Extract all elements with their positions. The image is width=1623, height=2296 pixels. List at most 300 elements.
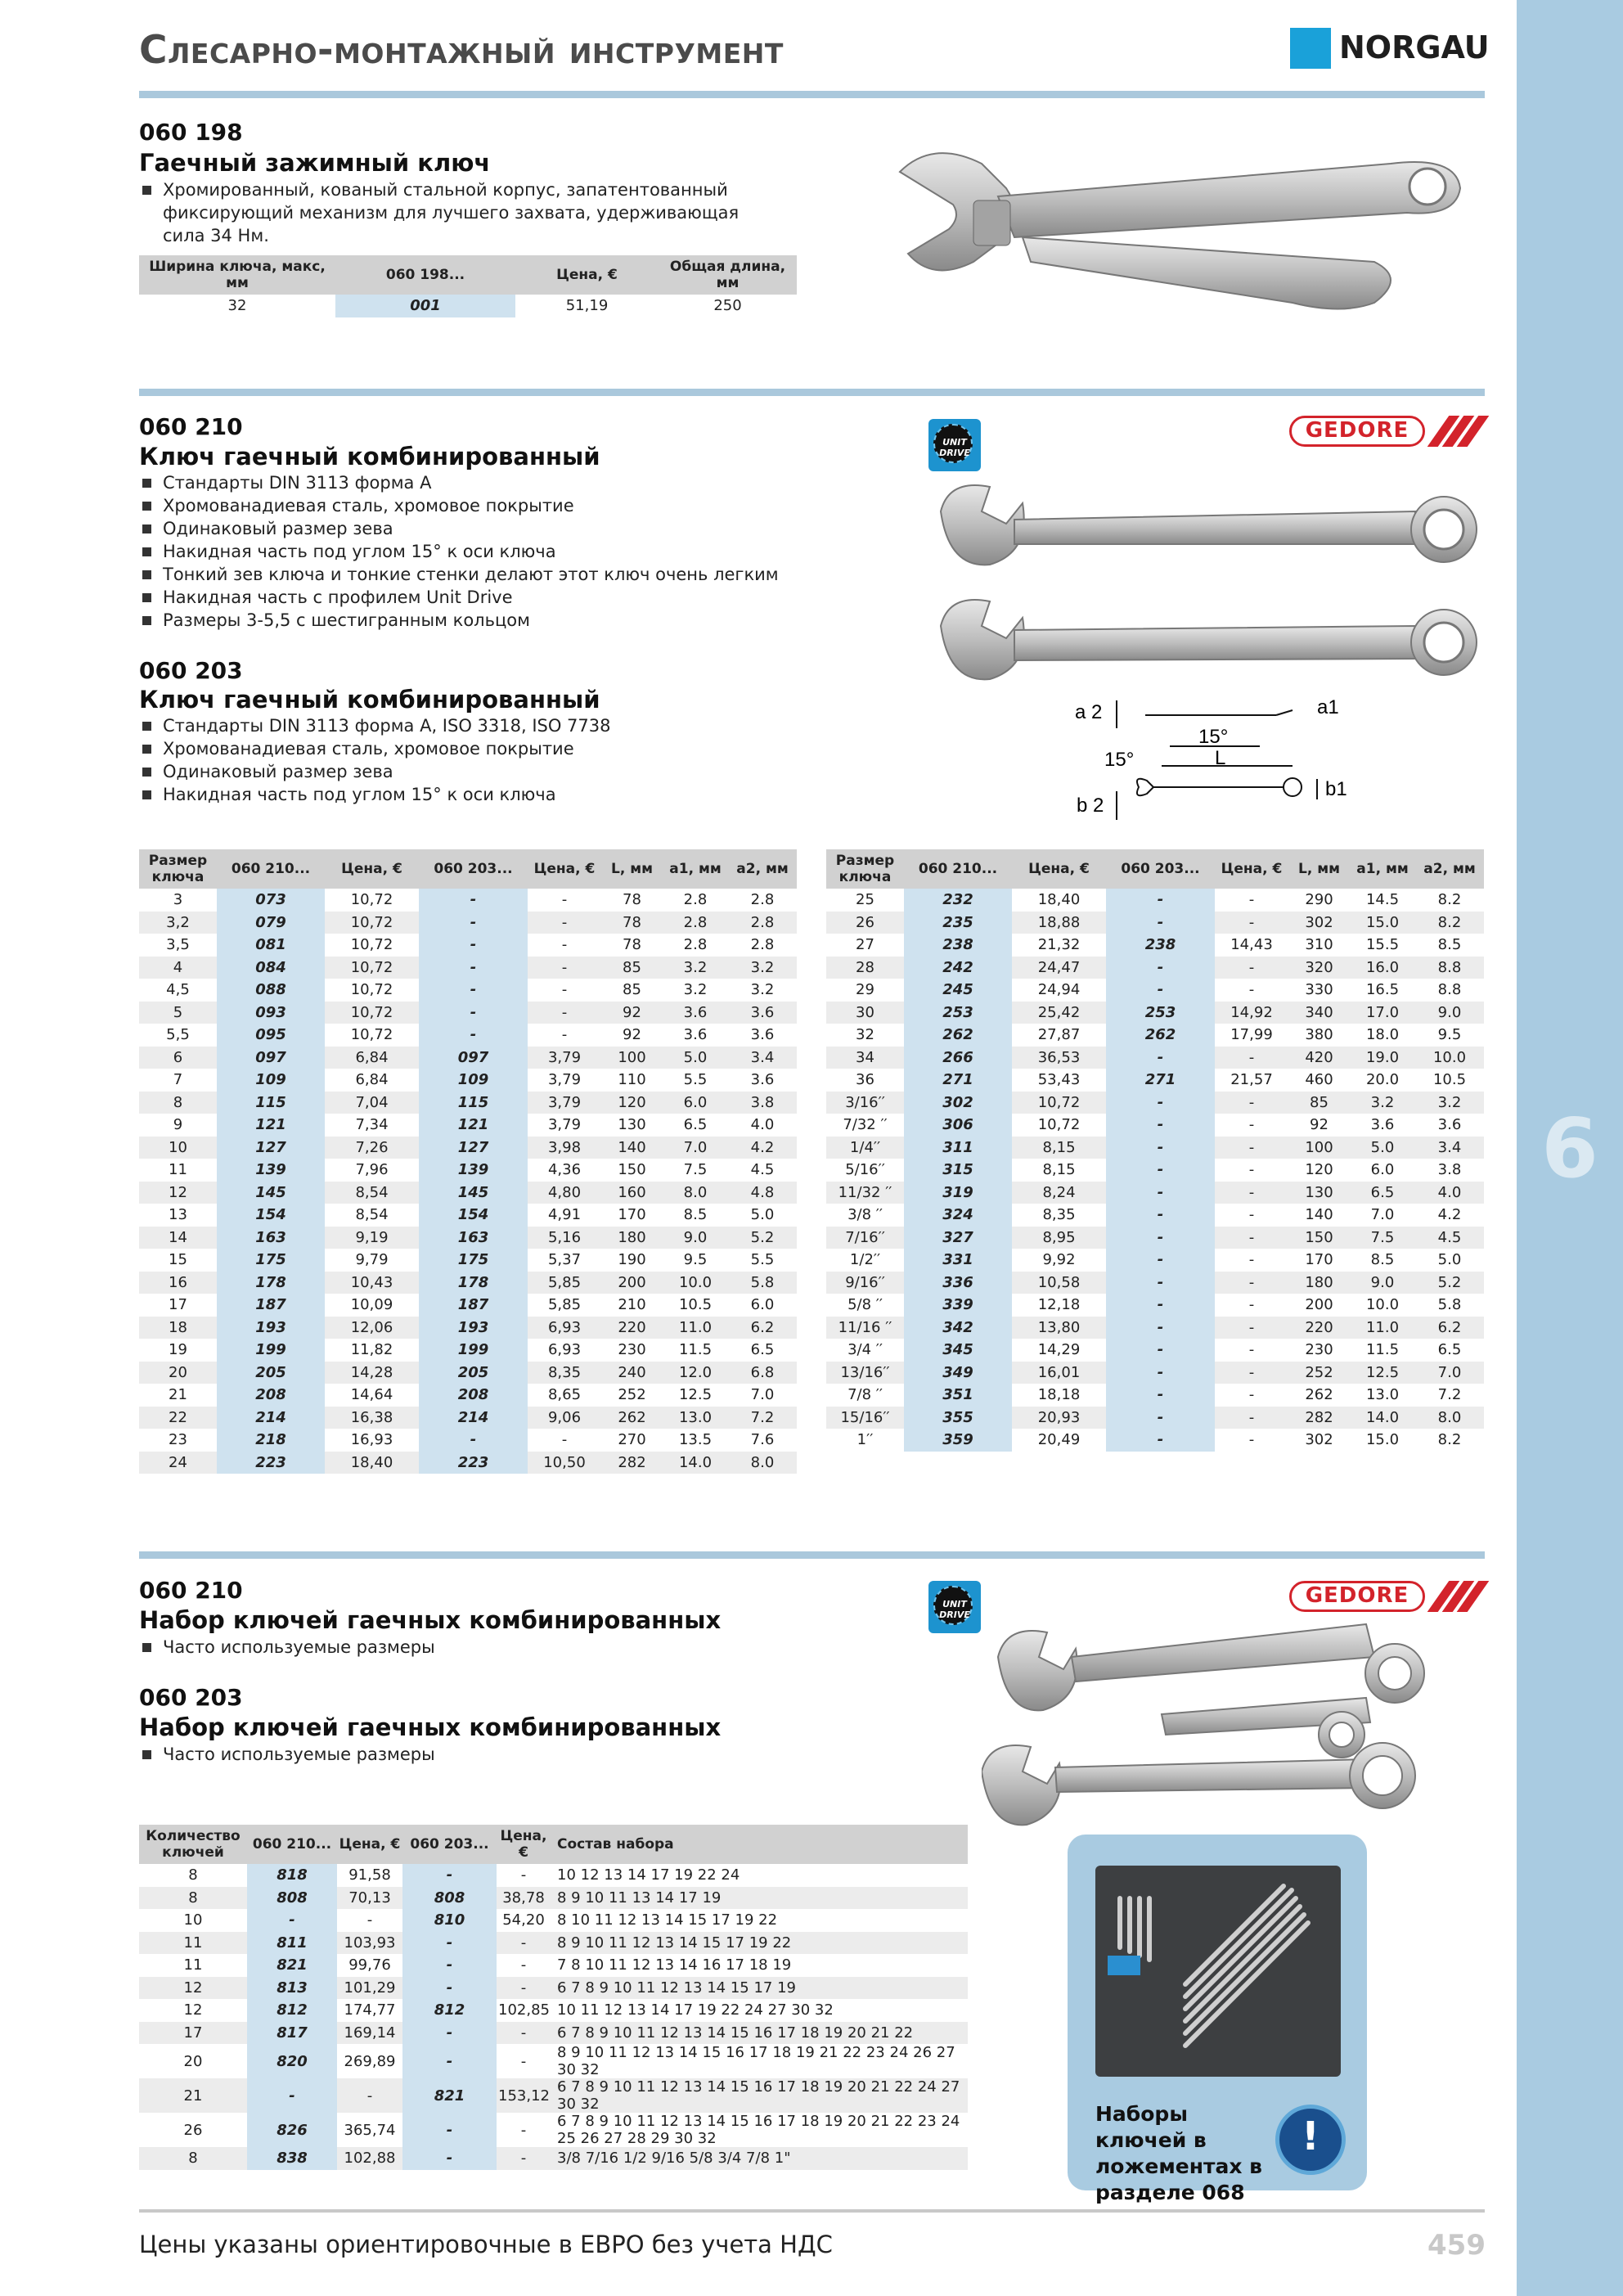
table-cell: 14.0 [1350,1407,1415,1429]
table-row [139,1887,968,1910]
table-cell: 230 [1305,1341,1333,1359]
table-header-cell: Общая длина, мм [659,255,797,295]
table-cell: 6 7 8 9 10 11 12 13 14 15 16 17 18 19 20 21 22 [551,2022,968,2045]
table-cell: 8,65 [547,1386,582,1404]
table-header-cell: Цена, € [325,849,419,889]
table-cell: 11 [139,1932,247,1955]
table-cell: 32 [856,1026,874,1044]
table-row [826,1362,1484,1384]
table-cell: 331 [904,1249,1012,1272]
exclamation-icon: ! [1275,2105,1346,2175]
table-cell: - [419,1024,528,1047]
section2-title2: Ключ гаечный комбинированный [139,686,600,714]
table-header-cell: Размер ключа [139,849,217,889]
table-cell: - [402,2147,497,2170]
table-cell: 14.5 [1365,891,1400,909]
table-cell: 7.5 [1350,1227,1415,1249]
table-row [139,1932,968,1955]
table-header-cell: 060 210... [904,849,1012,889]
table-cell: 180 [601,1227,663,1249]
table-cell: 253 [1106,1002,1215,1024]
table-cell: 3.2 [728,957,797,979]
table-cell: 6.5 [750,1341,775,1359]
table-cell: 3.6 [1370,1116,1395,1134]
table-cell: - [1106,912,1215,934]
table-row [139,2078,968,2113]
table-cell: 4.5 [750,1161,775,1179]
feature-item: Часто используемые размеры [141,1636,795,1659]
table-cell: 25 [856,891,874,909]
table-cell: 8 9 10 11 12 13 14 15 16 17 18 19 21 22 23 24 26 27 30 32 [557,2044,955,2078]
table-cell: 838 [247,2147,337,2170]
table-cell: 11.5 [1365,1341,1400,1359]
table-cell: 20 [183,2052,203,2070]
table-header-cell: a1, мм [1350,849,1415,889]
table-cell: 12 [183,2001,203,2019]
table-row [826,1002,1484,1024]
table-cell: 9/16′′ [826,1272,904,1294]
table-cell: 170 [618,1206,646,1224]
table-cell: - [402,1864,497,1887]
table-header-cell: Цена, € [1012,849,1106,889]
table-cell: 14,43 [1230,936,1273,954]
table-row [826,957,1484,979]
table-cell: - [497,2147,551,2170]
table-cell: 3.8 [728,1092,797,1114]
table-cell: 5.5 [750,1251,775,1269]
table-cell: - [419,979,528,1002]
table-cell: 8.5 [683,1206,708,1224]
table-cell: 8 [139,1092,217,1114]
table-cell: 6.5 [683,1116,708,1134]
table-cell: 92 [601,1002,663,1024]
table-cell: 174,77 [344,2001,396,2019]
table-cell: 78 [601,912,663,934]
table-row [139,1227,797,1249]
table-row [139,957,797,979]
table-cell: 10.0 [1365,1296,1400,1314]
table-cell: 3.8 [1437,1161,1462,1179]
table-cell: 3,79 [528,1092,601,1114]
feature-item: Одинаковый размер зева [141,760,795,783]
table-cell: 10,72 [350,981,393,999]
table-cell: - [402,1932,497,1955]
table-row [826,979,1484,1002]
table-cell: 3,98 [528,1137,601,1159]
table-cell: 10,58 [1012,1272,1106,1294]
table-cell: - [419,1002,528,1024]
table-cell: 5.2 [728,1227,797,1249]
table-cell: 3.2 [1415,1092,1484,1114]
table-cell: 9,92 [1042,1251,1076,1269]
feature-item: Накидная часть под углом 15° к оси ключа [141,783,795,806]
table-cell: 351 [904,1384,1012,1407]
table-cell: 355 [904,1407,1012,1429]
table-cell: 3.6 [663,1002,728,1024]
table-cell: 9.5 [1437,1026,1462,1044]
table-cell: 10 [139,1137,217,1159]
table-cell: 342 [904,1317,1012,1339]
table-cell: 245 [904,979,1012,1002]
feature-item: Хромованадиевая сталь, хромовое покрытие [141,737,795,760]
table-cell: - [520,2121,527,2139]
table-cell: 115 [419,1092,528,1114]
table-cell: 154 [217,1204,325,1227]
table-cell: - [1106,1317,1215,1339]
table-cell: 21,32 [1037,936,1081,954]
table-cell: 5,16 [528,1227,601,1249]
table-cell: 8.5 [1370,1251,1395,1269]
table-cell: 218 [217,1429,325,1452]
table-cell: 8,24 [1012,1182,1106,1204]
table-cell: 120 [1305,1161,1333,1179]
table-cell: - [1215,1362,1288,1384]
table-cell: 6 7 8 9 10 11 12 13 14 15 16 17 18 19 20 21 22 24 27 30 32 [551,2078,968,2113]
section3-table [139,1825,968,2170]
table-row [826,1137,1484,1159]
table-row [139,1002,797,1024]
table-cell: 10,72 [1037,1116,1081,1134]
table-row [139,2113,968,2147]
table-cell: 27 [856,936,874,954]
table-cell: 238 [904,934,1012,957]
table-row [139,2147,968,2170]
table-header-cell: 060 198... [335,255,515,295]
table-cell: - [528,912,601,934]
table-cell: 21 [139,2078,247,2113]
table-cell: 11/16 ′′ [826,1317,904,1339]
table-header-cell: Цена, € [1215,849,1288,889]
table-cell: 70,13 [337,1887,402,1910]
table-cell: 109 [419,1069,528,1092]
table-cell: - [419,934,528,957]
section2-features2 [141,714,795,806]
table-cell: 180 [1288,1272,1350,1294]
table-cell: 18.0 [1365,1026,1400,1044]
header-rule [139,91,1485,98]
feature-item: Одинаковый размер зева [141,517,795,540]
table-cell: 306 [904,1114,1012,1137]
feature-item: Тонкий зев ключа и тонкие стенки делают этот ключ очень легким [141,563,795,586]
table-cell: - [1106,1227,1215,1249]
table-cell: 12.5 [678,1386,713,1404]
diagram-label-a1: a1 [1317,696,1339,718]
table-cell: 8 9 10 11 12 13 14 15 17 19 22 [551,1932,968,1955]
table-row [139,1092,797,1114]
table-cell: - [1106,1159,1215,1182]
table-row [826,912,1484,934]
table-cell: - [1106,957,1215,979]
table-cell: 10,72 [325,912,419,934]
table-cell: 7.5 [683,1161,708,1179]
table-cell: 4.2 [1437,1206,1462,1224]
table-cell: - [1106,979,1215,1002]
table-row [139,979,797,1002]
table-cell: 121 [217,1114,325,1137]
table-cell: 095 [217,1024,325,1047]
table-cell: - [247,1909,337,1932]
table-cell: 5.0 [663,1047,728,1069]
table-cell: 145 [419,1182,528,1204]
table-cell: 5,37 [547,1251,582,1269]
table-cell: 808 [402,1887,497,1910]
table-cell: 12 [139,1977,247,2000]
table-cell: - [1106,1362,1215,1384]
table-row [139,912,797,934]
table-cell: 7.2 [728,1407,797,1429]
table-cell: - [1248,1431,1255,1449]
table-row [139,1977,968,2000]
table-cell: 16,93 [350,1431,393,1449]
table-cell: - [1248,1386,1255,1404]
table-row [139,1452,797,1474]
table-cell: 3/16′′ [826,1092,904,1114]
table-cell: 365,74 [344,2121,396,2139]
table-cell: - [419,889,528,912]
table-cell: 170 [1305,1251,1333,1269]
table-row [139,1384,797,1407]
section-rule-1 [139,389,1485,396]
section3-title: Набор ключей гаечных комбинированных [139,1606,722,1634]
table-cell: - [1248,981,1255,999]
table-cell: 10.0 [1415,1047,1484,1069]
table-row [139,1249,797,1272]
table-row [139,1204,797,1227]
table-cell: 6 7 8 9 10 11 12 13 14 15 16 17 18 19 20 21 22 23 24 25 26 27 28 29 30 32 [557,2113,960,2147]
wrench-dimension-diagram [1072,689,1366,828]
table-cell: 200 [601,1272,663,1294]
table-cell: - [1215,1227,1288,1249]
table-row [826,1407,1484,1429]
table-cell: 7/16′′ [826,1227,904,1249]
table-cell: 084 [217,957,325,979]
table-cell: 92 [1310,1116,1329,1134]
table-cell: 262 [1106,1024,1215,1047]
table-cell: 127 [217,1137,325,1159]
table-cell: 4.8 [728,1182,797,1204]
table-cell: 175 [217,1249,325,1272]
table-cell: 12.0 [663,1362,728,1384]
table-cell: 808 [247,1887,337,1910]
table-cell: 5.0 [1350,1137,1415,1159]
section2-table-right [826,849,1484,1452]
section2-code: 060 210 [139,413,243,440]
table-cell: 3/8 ′′ [847,1206,883,1224]
diagram-label-angle1: 15° [1198,726,1229,748]
table-cell: 3.6 [750,1026,775,1044]
table-row [826,1047,1484,1069]
table-cell: 8.2 [1437,1431,1462,1449]
table-row [826,1429,1484,1452]
gedore-logo: GEDORE [1289,416,1486,447]
table-cell: 16.0 [1350,957,1415,979]
table-cell: 088 [217,979,325,1002]
table-cell: 11,82 [350,1341,393,1359]
table-cell: 9,79 [355,1251,389,1269]
table-cell: 187 [217,1294,325,1317]
feature-item: Хромированный, кованый стальной корпус, запатентованный фиксирующий механизм для лучшего захвата, удерживающая сила 34 Нм. [141,178,762,247]
table-cell: 3.2 [750,981,775,999]
table-cell: 812 [247,1999,337,2022]
table-cell: 120 [601,1092,663,1114]
table-row [139,1339,797,1362]
table-row [139,934,797,957]
table-cell: 2.8 [750,936,775,954]
table-cell: 811 [247,1932,337,1955]
table-cell: 460 [1305,1071,1333,1089]
table-header-cell: 060 210... [217,849,325,889]
table-cell: 821 [247,1954,337,1977]
wrench-tray-image [1095,1866,1341,2077]
table-cell: 200 [1305,1296,1333,1314]
table-cell: 101,29 [337,1977,402,2000]
table-row [826,1249,1484,1272]
table-cell: 6.0 [1370,1161,1395,1179]
table-row [139,1137,797,1159]
table-cell: 1/4′′ [826,1137,904,1159]
table-cell: 17,99 [1230,1026,1273,1044]
table-cell: 3,79 [528,1047,601,1069]
table-row [139,1407,797,1429]
table-cell: 8 [188,1866,198,1884]
table-cell: 220 [601,1317,663,1339]
table-cell: 7,96 [355,1161,389,1179]
table-cell: 4,36 [547,1161,582,1179]
table-cell: 85 [601,957,663,979]
table-cell: - [1248,1161,1255,1179]
table-cell: 3.2 [683,981,708,999]
table-row [139,295,797,317]
table-cell: 252 [618,1386,646,1404]
table-cell: 17 [139,2022,247,2045]
table-cell: 19.0 [1350,1047,1415,1069]
table-row [826,1272,1484,1294]
table-cell: 139 [217,1159,325,1182]
section1-features [141,178,762,247]
section2-title: Ключ гаечный комбинированный [139,443,600,470]
table-cell: 269,89 [344,2052,396,2070]
table-cell: - [366,1911,373,1929]
table-cell: - [1106,1114,1215,1137]
table-cell: - [402,1977,497,2000]
table-row [826,1159,1484,1182]
page-title: Слесарно-монтажный инструмент [139,28,784,73]
table-cell: 311 [904,1137,1012,1159]
table-cell: 9.0 [663,1227,728,1249]
diagram-label-b1: b1 [1325,778,1347,800]
table-cell: 9.5 [683,1251,708,1269]
table-cell: 8,35 [1042,1206,1076,1224]
table-cell: 253 [904,1002,1012,1024]
table-cell: 8 10 11 12 13 14 15 17 19 22 [557,1911,778,1929]
table-cell: 21 [169,1386,187,1404]
table-cell: 097 [217,1047,325,1069]
table-cell: 12,06 [325,1317,419,1339]
table-cell: 7.0 [663,1137,728,1159]
table-cell: 18,40 [325,1452,419,1474]
table-cell: 14,28 [325,1362,419,1384]
table-cell: 9.0 [1415,1002,1484,1024]
table-cell: 190 [618,1251,646,1269]
table-cell: 24,47 [1012,957,1106,979]
table-cell: 210 [618,1296,646,1314]
table-cell: 20,93 [1012,1407,1106,1429]
table-cell: 85 [1288,1092,1350,1114]
table-cell: 12,18 [1037,1296,1081,1314]
table-cell: 252 [1288,1362,1350,1384]
table-cell: 163 [217,1227,325,1249]
table-cell: 85 [623,981,641,999]
table-cell: 9,06 [528,1407,601,1429]
chapter-number: 6 [1541,1101,1598,1196]
footer-rule [139,2209,1485,2213]
table-row [139,889,797,912]
table-cell: - [1106,1429,1215,1452]
table-cell: 214 [217,1407,325,1429]
feature-item: Размеры 3-5,5 с шестигранным кольцом [141,609,795,632]
table-cell: 8,35 [528,1362,601,1384]
table-cell: 10,72 [1012,1092,1106,1114]
feature-item: Хромованадиевая сталь, хромовое покрытие [141,494,795,517]
table-cell: 18,18 [1037,1386,1081,1404]
table-cell: 140 [1305,1206,1333,1224]
table-cell: - [561,1026,568,1044]
table-cell: 8,15 [1012,1137,1106,1159]
table-cell: 14,29 [1037,1341,1081,1359]
table-cell: - [1215,1407,1288,1429]
table-cell: 14,92 [1215,1002,1288,1024]
unit-drive-badge-2: UNIT DRIVE [928,1581,981,1633]
table-cell: 4,91 [547,1206,582,1224]
table-cell: 11 [183,1956,203,1974]
table-cell: - [1215,957,1288,979]
feature-item: Часто используемые размеры [141,1743,795,1766]
table-cell: 2.8 [683,891,708,909]
table-cell: - [561,1431,568,1449]
table-cell: 34 [826,1047,904,1069]
table-cell: 10 11 12 13 14 17 19 22 24 27 30 32 [557,2001,834,2019]
table-cell: 8 9 10 11 13 14 17 19 [551,1887,968,1910]
table-cell: 6.2 [1415,1317,1484,1339]
adjustable-locking-wrench-image [883,139,1472,327]
table-cell: 26 [183,2121,203,2139]
table-cell: 20,49 [1037,1431,1081,1449]
table-cell: - [1106,1182,1215,1204]
table-cell: 242 [904,957,1012,979]
table-row [139,1047,797,1069]
table-cell: 13.0 [663,1407,728,1429]
table-cell: 6,93 [547,1341,582,1359]
table-cell: - [1106,1092,1215,1114]
table-cell: - [1106,1204,1215,1227]
table-cell: 13 [169,1206,187,1224]
table-cell: - [528,1002,601,1024]
table-cell: - [1106,1339,1215,1362]
table-cell: 220 [1288,1317,1350,1339]
table-cell: 2.8 [663,912,728,934]
table-cell: - [1106,1249,1215,1272]
table-cell: 6.0 [663,1092,728,1114]
table-cell: 5,5 [166,1026,190,1044]
page-number: 459 [1427,2229,1486,2262]
table-cell: - [1215,1092,1288,1114]
table-cell: 7.6 [750,1431,775,1449]
table-cell: - [497,1977,551,2000]
table-cell: 7,26 [325,1137,419,1159]
section3-code2: 060 203 [139,1684,243,1711]
table-header-cell: Цена, € [515,255,659,295]
table-cell: 11 [169,1161,187,1179]
